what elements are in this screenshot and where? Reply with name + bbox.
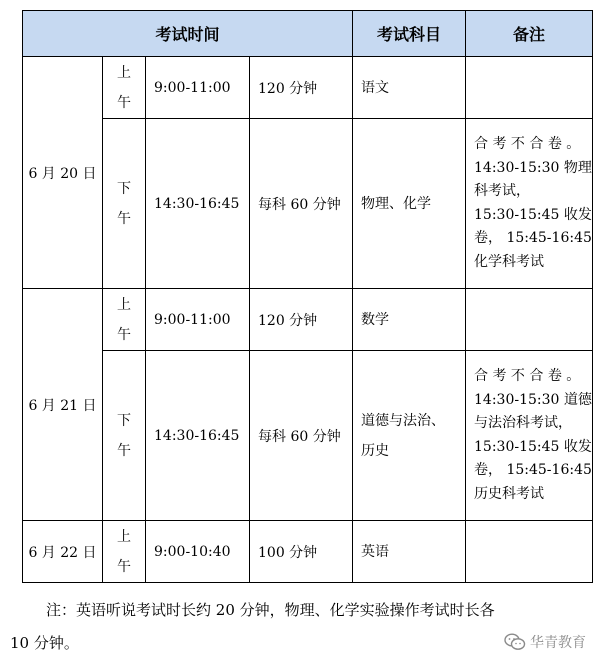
half-day-char: 下 [117,180,131,197]
session-time: 9:00-10:40 [146,521,250,583]
schedule-wrapper [22,10,592,583]
footnote-line-2: 10 分钟。 [10,634,79,652]
session-half-day [103,289,146,351]
session-half-day [103,119,146,289]
session-half-day [103,57,146,119]
half-day-char: 午 [117,210,131,227]
remark-line: 合 考 不 合 卷 。 [474,136,581,152]
remark-line: 卷， 15:45-16:45 [474,462,592,478]
session-duration: 120 分钟 [250,57,353,119]
session-duration: 每科 60 分钟 [250,351,353,521]
subject-line: 物理、化学 [361,195,432,212]
table-row [23,521,593,583]
exam-date: 6 月 20 日 [23,57,103,289]
half-day-char: 午 [117,558,131,575]
exam-date: 6 月 22 日 [23,521,103,583]
session-time: 14:30-16:45 [146,119,250,289]
wechat-icon [504,633,526,651]
watermark [504,632,586,652]
half-day-char: 午 [117,442,131,459]
session-time: 9:00-11:00 [146,57,250,119]
half-day-char: 上 [117,528,131,545]
half-day-char: 上 [117,64,131,81]
session-half-day [103,351,146,521]
footnote-line-1: 注：英语听说考试时长约 20 分钟，物理、化学实验操作考试时长各 [46,601,495,619]
session-subject [353,521,466,583]
watermark-text: 华青教育 [530,635,586,651]
session-time: 9:00-11:00 [146,289,250,351]
session-remark [466,351,593,521]
remark-line: 15:30-15:45 收发 [474,206,592,223]
subject-line: 历史 [361,442,390,459]
exam-schedule-table [22,10,593,583]
table-row [23,119,593,289]
session-time: 14:30-16:45 [146,351,250,521]
session-remark [466,57,593,119]
session-half-day [103,521,146,583]
remark-line: 历史科考试 [474,485,545,502]
session-subject [353,351,466,521]
table-row [23,351,593,521]
session-remark [466,521,593,583]
table-row [23,57,593,119]
session-duration: 每科 60 分钟 [250,119,353,289]
session-subject [353,289,466,351]
half-day-char: 午 [117,326,131,343]
half-day-char: 午 [117,94,131,111]
subject-line: 道德与法治、 [361,412,446,429]
remark-line: 14:30-15:30 道德 [474,391,592,408]
header-remark: 备注 [466,11,593,57]
session-remark [466,119,593,289]
session-duration: 100 分钟 [250,521,353,583]
session-remark [466,289,593,351]
session-duration: 120 分钟 [250,289,353,351]
remark-line: 合 考 不 合 卷 。 [474,368,581,384]
schedule-body [23,57,593,583]
subject-line: 英语 [361,543,390,560]
half-day-char: 下 [117,412,131,429]
header-exam-time: 考试时间 [23,11,353,57]
remark-line: 科考试， [474,183,531,199]
session-subject [353,119,466,289]
subject-line: 数学 [361,311,390,328]
exam-date: 6 月 21 日 [23,289,103,521]
remark-line: 与法治科考试， [474,415,573,431]
remark-line: 化学科考试 [474,253,545,270]
remark-line: 14:30-15:30 物理 [474,159,592,176]
session-subject [353,57,466,119]
half-day-char: 上 [117,296,131,313]
subject-line: 语文 [361,79,390,96]
header-exam-subject: 考试科目 [353,11,466,57]
remark-line: 15:30-15:45 收发 [474,438,592,455]
remark-line: 卷， 15:45-16:45 [474,230,592,246]
table-row [23,289,593,351]
table-header-row [23,11,593,57]
